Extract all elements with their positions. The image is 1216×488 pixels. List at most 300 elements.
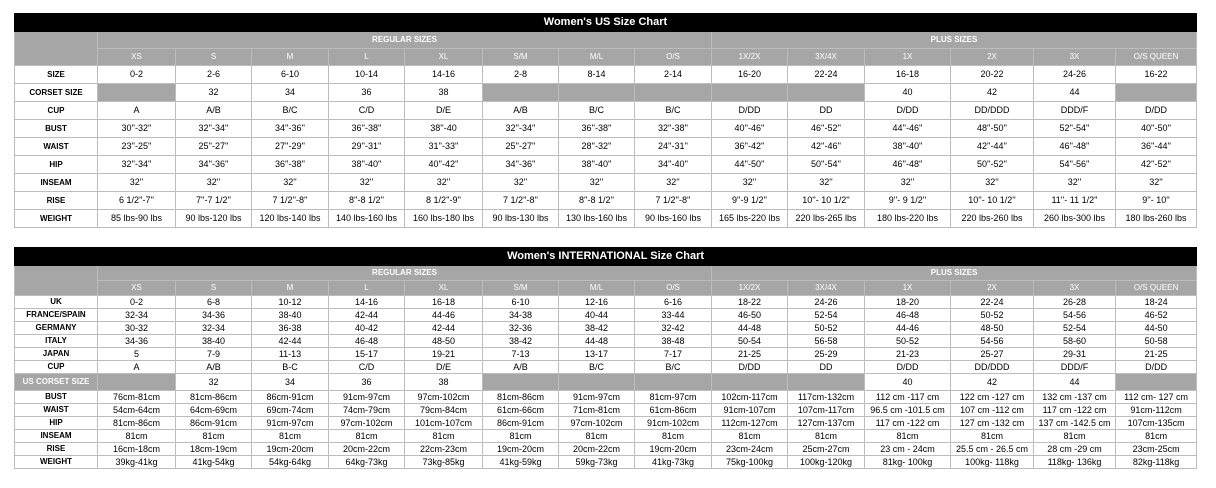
table-cell: D/DD [712, 361, 788, 374]
table-cell: 42 [951, 374, 1034, 391]
table-cell: 34 [252, 374, 329, 391]
table-cell: 10''- 10 1/2'' [788, 192, 865, 210]
table-cell: 86cm-91cm [483, 417, 559, 430]
table-cell: A [98, 361, 176, 374]
table-cell: 38-42 [483, 335, 559, 348]
table-cell: 73kg-85kg [405, 456, 483, 469]
table-cell: 50-52 [951, 309, 1034, 322]
table-cell: 120 lbs-140 lbs [252, 210, 329, 228]
table-cell: 25''-27'' [176, 138, 252, 156]
table-cell: 34''-36'' [176, 156, 252, 174]
table-cell: 112cm-127cm [712, 417, 788, 430]
table-cell: 75kg-100kg [712, 456, 788, 469]
table-cell: 81cm [1034, 430, 1116, 443]
row-label: US CORSET SIZE [15, 374, 98, 391]
row-japan [15, 348, 1197, 361]
table-cell: 54cm-64cm [98, 404, 176, 417]
table-cell: 19cm-20cm [483, 443, 559, 456]
row-france-spain [15, 309, 1197, 322]
table-cell: 25cm-27cm [788, 443, 865, 456]
table-cell: 32'' [1116, 174, 1197, 192]
table-cell: 32'' [559, 174, 635, 192]
table-cell: 130 lbs-160 lbs [559, 210, 635, 228]
table-cell: 112 cm- 127 cm [1116, 391, 1197, 404]
table-cell: 46''-52'' [788, 120, 865, 138]
plus-sizes-header: PLUS SIZES [712, 266, 1197, 281]
table-cell: 40''-50'' [1116, 120, 1197, 138]
table-cell: 32'' [712, 174, 788, 192]
table-cell: 64kg-73kg [329, 456, 405, 469]
table-cell: 50-52 [788, 322, 865, 335]
table-cell: 52-54 [788, 309, 865, 322]
table-cell: 8''-8 1/2'' [329, 192, 405, 210]
empty-cell [712, 374, 788, 391]
table-cell: 24-26 [1034, 66, 1116, 84]
row-label: UK [15, 296, 98, 309]
table-cell: 40''-42'' [405, 156, 483, 174]
table-cell: 21-25 [1116, 348, 1197, 361]
table-cell: 0-2 [98, 66, 176, 84]
table-cell: 20cm-22cm [329, 443, 405, 456]
row-label: BUST [15, 391, 98, 404]
table-cell: B-C [252, 361, 329, 374]
table-cell: DD/DDD [951, 102, 1034, 120]
column-header-l: L [329, 281, 405, 296]
table-cell: 36''-38'' [252, 156, 329, 174]
table-cell: 7''-7 1/2'' [176, 192, 252, 210]
table-cell: D/DD [1116, 102, 1197, 120]
table-cell: 79cm-84cm [405, 404, 483, 417]
table-cell: 18-24 [1116, 296, 1197, 309]
table-cell: D/E [405, 102, 483, 120]
table-cell: 42''-46'' [788, 138, 865, 156]
row-label: RISE [15, 443, 98, 456]
regular-sizes-header: REGULAR SIZES [98, 266, 712, 281]
table-cell: A [98, 102, 176, 120]
row-label: RISE [15, 192, 98, 210]
table-cell: 32''-34'' [483, 120, 559, 138]
table-cell: 46''-48'' [1034, 138, 1116, 156]
column-header-o-s-queen: O/S QUEEN [1116, 49, 1197, 66]
table-cell: 32'' [1034, 174, 1116, 192]
table-cell: 42-44 [405, 322, 483, 335]
table-cell: 32'' [635, 174, 712, 192]
table-cell: 90 lbs-120 lbs [176, 210, 252, 228]
table-cell: 28''-32'' [559, 138, 635, 156]
empty-cell [98, 84, 176, 102]
table-cell: 81cm [712, 430, 788, 443]
table-cell: 30-32 [98, 322, 176, 335]
column-header-o-s: O/S [635, 281, 712, 296]
row-label: INSEAM [15, 174, 98, 192]
table-cell: 52''-54'' [1034, 120, 1116, 138]
column-header-xl: XL [405, 281, 483, 296]
table-cell: 86cm-91cm [252, 391, 329, 404]
row-label: CUP [15, 361, 98, 374]
table-cell: B/C [559, 102, 635, 120]
table-cell: 58-60 [1034, 335, 1116, 348]
table-cell: 137 cm -142.5 cm [1034, 417, 1116, 430]
column-header-1x-2x: 1X/2X [712, 281, 788, 296]
table-cell: 81cm [329, 430, 405, 443]
table-cell: 32 [176, 374, 252, 391]
empty-cell [635, 374, 712, 391]
table-cell: 32'' [951, 174, 1034, 192]
table-cell: 59kg-73kg [559, 456, 635, 469]
row-cup [15, 361, 1197, 374]
table-cell: 107cm-117cm [788, 404, 865, 417]
table-cell: 32''-38'' [635, 120, 712, 138]
column-header-m-l: M/L [559, 49, 635, 66]
table-cell: 100kg-120kg [788, 456, 865, 469]
table-cell: 260 lbs-300 lbs [1034, 210, 1116, 228]
table-cell: 44 [1034, 84, 1116, 102]
table-cell: 38 [405, 84, 483, 102]
table-cell: 38 [405, 374, 483, 391]
table-cell: 44-48 [712, 322, 788, 335]
table-cell: 18cm-19cm [176, 443, 252, 456]
table-cell: 2-8 [483, 66, 559, 84]
table-cell: 19cm-20cm [635, 443, 712, 456]
table-cell: 32 [176, 84, 252, 102]
table-cell: 48-50 [951, 322, 1034, 335]
table-cell: C/D [329, 102, 405, 120]
table-cell: 2-14 [635, 66, 712, 84]
table-cell: 91cm-102cm [635, 417, 712, 430]
table-cell: 16-18 [405, 296, 483, 309]
table-cell: 46-50 [712, 309, 788, 322]
table-cell: 81cm-97cm [635, 391, 712, 404]
table-cell: 40-42 [329, 322, 405, 335]
table-cell: 27''-29'' [252, 138, 329, 156]
table-cell: 23 cm - 24cm [865, 443, 951, 456]
table-cell: 140 lbs-160 lbs [329, 210, 405, 228]
table-cell: 38-40 [252, 309, 329, 322]
table-cell: 6-16 [635, 296, 712, 309]
table-cell: 32-34 [176, 322, 252, 335]
table-cell: 107cm-135cm [1116, 417, 1197, 430]
table-cell: 50''-52'' [951, 156, 1034, 174]
table-cell: 19cm-20cm [252, 443, 329, 456]
column-header-xl: XL [405, 49, 483, 66]
column-header-l: L [329, 49, 405, 66]
table-cell: 24-26 [788, 296, 865, 309]
table-cell: 10-12 [252, 296, 329, 309]
table-cell: 26-28 [1034, 296, 1116, 309]
table-cell: D/DD [865, 361, 951, 374]
table-cell: 127 cm -132 cm [951, 417, 1034, 430]
table-cell: 71cm-81cm [559, 404, 635, 417]
column-header-m: M [252, 281, 329, 296]
table-cell: C/D [329, 361, 405, 374]
table-cell: 61cm-86cm [635, 404, 712, 417]
table-cell: 6-8 [176, 296, 252, 309]
row-germany [15, 322, 1197, 335]
row-label: ITALY [15, 335, 98, 348]
table-cell: 23''-25'' [98, 138, 176, 156]
table-cell: 34''-40'' [635, 156, 712, 174]
table-cell: DD/DDD [951, 361, 1034, 374]
table-cell: 40 [865, 84, 951, 102]
table-cell: 20-22 [951, 66, 1034, 84]
table-cell: 22-24 [788, 66, 865, 84]
row-label: SIZE [15, 66, 98, 84]
table-cell: 32'' [405, 174, 483, 192]
table-cell: 91cm-97cm [329, 391, 405, 404]
table-cell: 91cm-97cm [559, 391, 635, 404]
table-cell: 32-34 [98, 309, 176, 322]
table-cell: 22-24 [951, 296, 1034, 309]
column-header-xs: XS [98, 281, 176, 296]
table-cell: 0-2 [98, 296, 176, 309]
table-cell: 81cm [1116, 430, 1197, 443]
table-cell: 44-48 [559, 335, 635, 348]
table-cell: 9''- 9 1/2'' [865, 192, 951, 210]
table-cell: 81cm [865, 430, 951, 443]
table-cell: 11-13 [252, 348, 329, 361]
table-cell: 40''-46'' [712, 120, 788, 138]
table-cell: 40 [865, 374, 951, 391]
table-cell: 117 cm -122 cm [865, 417, 951, 430]
table-cell: 21-25 [712, 348, 788, 361]
table-cell: 50-58 [1116, 335, 1197, 348]
row-waist [15, 404, 1197, 417]
table-cell: 25.5 cm - 26.5 cm [951, 443, 1034, 456]
empty-cell [483, 84, 559, 102]
size-columns-header [15, 49, 1197, 66]
empty-cell [559, 84, 635, 102]
table-cell: 14-16 [329, 296, 405, 309]
row-waist [15, 138, 1197, 156]
table-cell: 46-48 [865, 309, 951, 322]
table-cell: 100kg- 118kg [951, 456, 1034, 469]
table-cell: 91cm-112cm [1116, 404, 1197, 417]
table-cell: 32''-34'' [98, 156, 176, 174]
table-cell: 81cm [252, 430, 329, 443]
table-cell: 16-18 [865, 66, 951, 84]
row-label: WEIGHT [15, 456, 98, 469]
table-cell: 13-17 [559, 348, 635, 361]
table-cell: 11''- 11 1/2'' [1034, 192, 1116, 210]
row-us-corset-size [15, 374, 1197, 391]
table-cell: 39kg-41kg [98, 456, 176, 469]
table-cell: 36''-38'' [559, 120, 635, 138]
table-cell: 25-29 [788, 348, 865, 361]
table-cell: 52-54 [1034, 322, 1116, 335]
table-cell: 42-44 [329, 309, 405, 322]
empty-cell [483, 374, 559, 391]
table-cell: 31''-33'' [405, 138, 483, 156]
table-cell: 54kg-64kg [252, 456, 329, 469]
row-label: HIP [15, 417, 98, 430]
table-cell: 44 [1034, 374, 1116, 391]
row-hip [15, 417, 1197, 430]
table-cell: 220 lbs-260 lbs [951, 210, 1034, 228]
table-cell: 101cm-107cm [405, 417, 483, 430]
table-cell: 42-44 [252, 335, 329, 348]
table-cell: 48-50 [405, 335, 483, 348]
table-cell: 97cm-102cm [329, 417, 405, 430]
table-cell: 220 lbs-265 lbs [788, 210, 865, 228]
empty-cell [635, 84, 712, 102]
table-cell: 20cm-22cm [559, 443, 635, 456]
table-cell: 16-20 [712, 66, 788, 84]
table-cell: 8 1/2''-9'' [405, 192, 483, 210]
table-cell: 42''-44'' [951, 138, 1034, 156]
table-cell: 82kg-118kg [1116, 456, 1197, 469]
table-cell: 44''-46'' [865, 120, 951, 138]
table-cell: 32'' [176, 174, 252, 192]
table-cell: A/B [483, 361, 559, 374]
table-cell: 32-42 [635, 322, 712, 335]
table-cell: 41kg-54kg [176, 456, 252, 469]
column-header-m: M [252, 49, 329, 66]
table-cell: 50''-54'' [788, 156, 865, 174]
row-inseam [15, 174, 1197, 192]
table-cell: 7-13 [483, 348, 559, 361]
column-header-2x: 2X [951, 49, 1034, 66]
table-cell: A/B [483, 102, 559, 120]
table-cell: 34-36 [98, 335, 176, 348]
row-label: JAPAN [15, 348, 98, 361]
intl-chart-title: Women's INTERNATIONAL Size Chart [15, 248, 1197, 266]
table-cell: 23cm-25cm [1116, 443, 1197, 456]
table-cell: 34-38 [483, 309, 559, 322]
table-cell: 54-56 [951, 335, 1034, 348]
table-cell: DD [788, 102, 865, 120]
column-header-xs: XS [98, 49, 176, 66]
table-cell: 7 1/2''-8'' [252, 192, 329, 210]
table-cell: 117cm-132cm [788, 391, 865, 404]
table-cell: 42 [951, 84, 1034, 102]
table-cell: 50-54 [712, 335, 788, 348]
column-header-1x-2x: 1X/2X [712, 49, 788, 66]
table-cell: 46-48 [329, 335, 405, 348]
table-cell: 16-22 [1116, 66, 1197, 84]
table-cell: 46-52 [1116, 309, 1197, 322]
table-cell: DDD/F [1034, 102, 1116, 120]
table-cell: B/C [635, 361, 712, 374]
column-header-3x: 3X [1034, 49, 1116, 66]
table-cell: 14-16 [405, 66, 483, 84]
table-cell: 2-6 [176, 66, 252, 84]
table-cell: 112 cm -117 cm [865, 391, 951, 404]
table-cell: 90 lbs-130 lbs [483, 210, 559, 228]
table-cell: A/B [176, 361, 252, 374]
row-weight [15, 456, 1197, 469]
table-cell: 81cm [635, 430, 712, 443]
empty-cell [788, 374, 865, 391]
table-cell: 85 lbs-90 lbs [98, 210, 176, 228]
table-cell: 46''-48'' [865, 156, 951, 174]
row-label: HIP [15, 156, 98, 174]
table-cell: B/C [252, 102, 329, 120]
column-header-s-m: S/M [483, 281, 559, 296]
table-cell: 97cm-102cm [559, 417, 635, 430]
row-label: WAIST [15, 404, 98, 417]
table-cell: 36''-38'' [329, 120, 405, 138]
row-weight [15, 210, 1197, 228]
table-cell: 54-56 [1034, 309, 1116, 322]
table-cell: 36''-44'' [1116, 138, 1197, 156]
table-cell: 38-48 [635, 335, 712, 348]
row-uk [15, 296, 1197, 309]
table-cell: 81cm [951, 430, 1034, 443]
table-cell: 15-17 [329, 348, 405, 361]
table-cell: 81cm [788, 430, 865, 443]
table-cell: 32'' [483, 174, 559, 192]
row-size [15, 66, 1197, 84]
row-label: INSEAM [15, 430, 98, 443]
table-cell: 50-52 [865, 335, 951, 348]
row-label: WEIGHT [15, 210, 98, 228]
table-cell: 97cm-102cm [405, 391, 483, 404]
table-cell: 12-16 [559, 296, 635, 309]
table-cell: 29''-31'' [329, 138, 405, 156]
column-header-3x-4x: 3X/4X [788, 281, 865, 296]
empty-cell [712, 84, 788, 102]
table-cell: 118kg- 136kg [1034, 456, 1116, 469]
table-cell: 9''- 10'' [1116, 192, 1197, 210]
table-cell: 81cm [559, 430, 635, 443]
table-cell: 21-23 [865, 348, 951, 361]
column-header-2x: 2X [951, 281, 1034, 296]
table-cell: 32'' [329, 174, 405, 192]
table-cell: 91cm-97cm [252, 417, 329, 430]
table-cell: 36 [329, 374, 405, 391]
table-cell: 81cm-86cm [483, 391, 559, 404]
table-cell: 29-31 [1034, 348, 1116, 361]
table-cell: 91cm-107cm [712, 404, 788, 417]
corner-cell [15, 266, 98, 296]
table-cell: 32'' [98, 174, 176, 192]
table-cell: 38-40 [176, 335, 252, 348]
table-cell: 18-22 [712, 296, 788, 309]
table-cell: 180 lbs-260 lbs [1116, 210, 1197, 228]
table-cell: 48''-50'' [951, 120, 1034, 138]
table-cell: 81cm [405, 430, 483, 443]
row-label: CUP [15, 102, 98, 120]
table-cell: 160 lbs-180 lbs [405, 210, 483, 228]
row-label: BUST [15, 120, 98, 138]
table-cell: 81cm-86cm [176, 391, 252, 404]
table-cell: 38''-40'' [329, 156, 405, 174]
international-size-chart [14, 247, 1197, 469]
table-cell: 44-46 [405, 309, 483, 322]
size-columns-header [15, 281, 1197, 296]
table-cell: 81cm [483, 430, 559, 443]
table-cell: 32'' [788, 174, 865, 192]
table-cell: 34-36 [176, 309, 252, 322]
row-label: GERMANY [15, 322, 98, 335]
us-chart-title: Women's US Size Chart [15, 14, 1197, 32]
table-cell: 38''-40'' [559, 156, 635, 174]
row-rise [15, 443, 1197, 456]
table-cell: D/DD [712, 102, 788, 120]
table-cell: 90 lbs-160 lbs [635, 210, 712, 228]
column-header-s: S [176, 281, 252, 296]
table-cell: 44-50 [1116, 322, 1197, 335]
table-cell: 7 1/2''-8'' [635, 192, 712, 210]
row-label: WAIST [15, 138, 98, 156]
row-inseam [15, 430, 1197, 443]
table-cell: 44-46 [865, 322, 951, 335]
table-cell: 33-44 [635, 309, 712, 322]
column-header-3x: 3X [1034, 281, 1116, 296]
empty-cell [98, 374, 176, 391]
table-cell: 18-20 [865, 296, 951, 309]
table-cell: B/C [635, 102, 712, 120]
